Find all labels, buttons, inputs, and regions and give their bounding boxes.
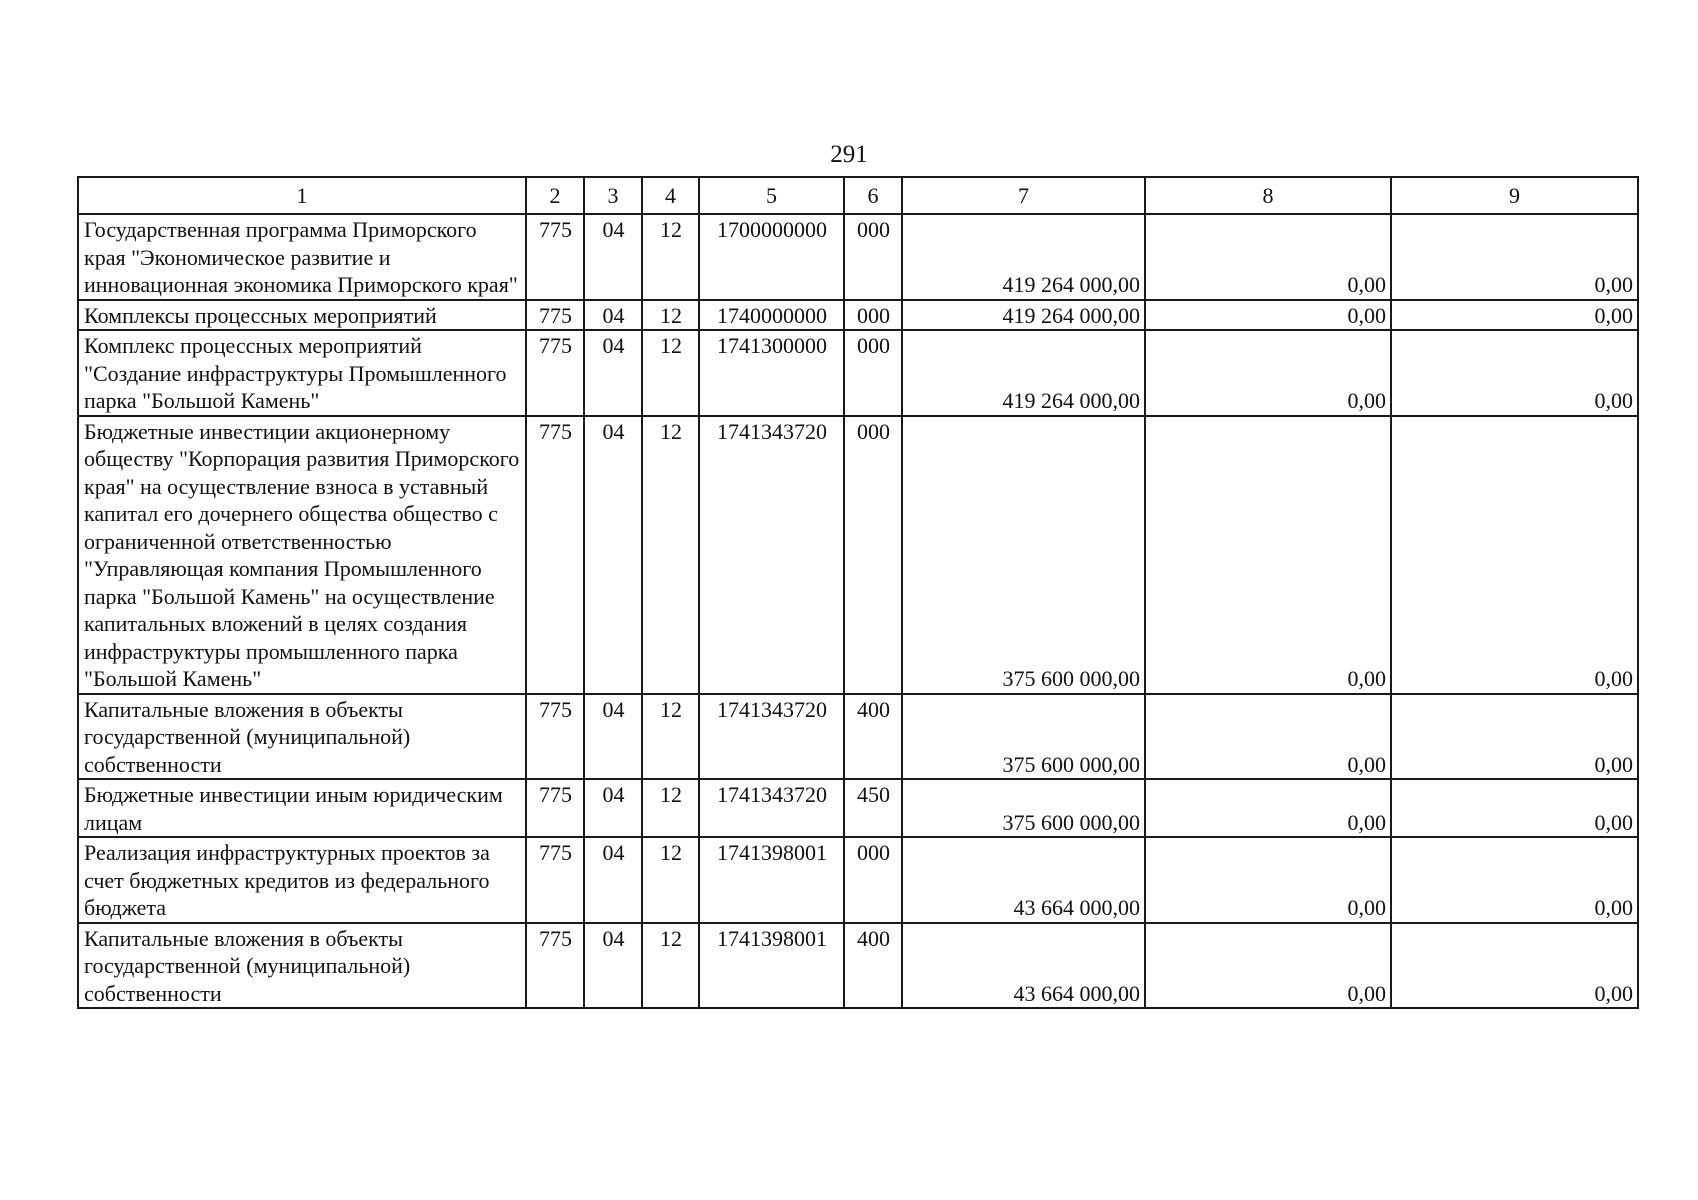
subsection-code: 12 bbox=[642, 694, 699, 780]
row-description: Капитальные вложения в объекты государственной (муниципальной) собственности bbox=[78, 923, 526, 1009]
amount-column-8: 0,00 bbox=[1145, 837, 1391, 923]
target-article-code: 1741398001 bbox=[699, 923, 844, 1009]
column-header-1: 1 bbox=[78, 177, 526, 214]
amount-column-8: 0,00 bbox=[1145, 694, 1391, 780]
section-code: 04 bbox=[584, 214, 642, 300]
header-row bbox=[78, 177, 1638, 214]
subsection-code: 12 bbox=[642, 300, 699, 331]
row-description: Бюджетные инвестиции акционерному обществу "Корпорация развития Приморского края" на осуществление взноса в уставный капитал его дочернего общества общество с ограниченной ответственностью "Управляющая компания Промышленного парка "Большой Камень" на осуществление капитальных вложений в целях создания инфраструктуры промышленного парка "Большой Камень" bbox=[78, 416, 526, 694]
column-header-9: 9 bbox=[1391, 177, 1638, 214]
target-article-code: 1741343720 bbox=[699, 779, 844, 837]
amount-column-7: 419 264 000,00 bbox=[902, 214, 1145, 300]
column-header-4: 4 bbox=[642, 177, 699, 214]
table-header bbox=[78, 177, 1638, 214]
ministry-code: 775 bbox=[526, 694, 584, 780]
ministry-code: 775 bbox=[526, 923, 584, 1009]
target-article-code: 1741300000 bbox=[699, 330, 844, 416]
column-header-5: 5 bbox=[699, 177, 844, 214]
page-number: 291 bbox=[830, 141, 868, 168]
target-article-code: 1741343720 bbox=[699, 416, 844, 694]
subsection-code: 12 bbox=[642, 923, 699, 1009]
amount-column-9: 0,00 bbox=[1391, 694, 1638, 780]
expense-type-code: 000 bbox=[844, 837, 902, 923]
target-article-code: 1700000000 bbox=[699, 214, 844, 300]
column-header-8: 8 bbox=[1145, 177, 1391, 214]
amount-column-8: 0,00 bbox=[1145, 300, 1391, 331]
amount-column-9: 0,00 bbox=[1391, 837, 1638, 923]
amount-column-9: 0,00 bbox=[1391, 416, 1638, 694]
column-header-2: 2 bbox=[526, 177, 584, 214]
subsection-code: 12 bbox=[642, 416, 699, 694]
section-code: 04 bbox=[584, 779, 642, 837]
column-header-3: 3 bbox=[584, 177, 642, 214]
row-description: Бюджетные инвестиции иным юридическим лицам bbox=[78, 779, 526, 837]
amount-column-9: 0,00 bbox=[1391, 214, 1638, 300]
table-row bbox=[78, 923, 1638, 1009]
expense-type-code: 000 bbox=[844, 300, 902, 331]
column-header-6: 6 bbox=[844, 177, 902, 214]
table-row bbox=[78, 416, 1638, 694]
ministry-code: 775 bbox=[526, 837, 584, 923]
table-row bbox=[78, 837, 1638, 923]
amount-column-7: 375 600 000,00 bbox=[902, 779, 1145, 837]
row-description: Комплекс процессных мероприятий "Создание инфраструктуры Промышленного парка "Большой Камень" bbox=[78, 330, 526, 416]
table-body bbox=[78, 214, 1638, 1008]
target-article-code: 1740000000 bbox=[699, 300, 844, 331]
row-description: Капитальные вложения в объекты государственной (муниципальной) собственности bbox=[78, 694, 526, 780]
section-code: 04 bbox=[584, 923, 642, 1009]
ministry-code: 775 bbox=[526, 300, 584, 331]
section-code: 04 bbox=[584, 330, 642, 416]
expense-type-code: 000 bbox=[844, 330, 902, 416]
table-row bbox=[78, 694, 1638, 780]
ministry-code: 775 bbox=[526, 779, 584, 837]
amount-column-7: 375 600 000,00 bbox=[902, 416, 1145, 694]
amount-column-9: 0,00 bbox=[1391, 923, 1638, 1009]
amount-column-7: 43 664 000,00 bbox=[902, 837, 1145, 923]
expense-type-code: 450 bbox=[844, 779, 902, 837]
table-row bbox=[78, 330, 1638, 416]
amount-column-7: 419 264 000,00 bbox=[902, 330, 1145, 416]
amount-column-8: 0,00 bbox=[1145, 923, 1391, 1009]
budget-table bbox=[77, 176, 1639, 1009]
table-row bbox=[78, 779, 1638, 837]
table-row bbox=[78, 214, 1638, 300]
expense-type-code: 400 bbox=[844, 694, 902, 780]
expense-type-code: 000 bbox=[844, 214, 902, 300]
section-code: 04 bbox=[584, 694, 642, 780]
column-header-7: 7 bbox=[902, 177, 1145, 214]
section-code: 04 bbox=[584, 416, 642, 694]
target-article-code: 1741343720 bbox=[699, 694, 844, 780]
amount-column-9: 0,00 bbox=[1391, 779, 1638, 837]
ministry-code: 775 bbox=[526, 330, 584, 416]
amount-column-7: 43 664 000,00 bbox=[902, 923, 1145, 1009]
amount-column-7: 375 600 000,00 bbox=[902, 694, 1145, 780]
amount-column-7: 419 264 000,00 bbox=[902, 300, 1145, 331]
amount-column-8: 0,00 bbox=[1145, 330, 1391, 416]
subsection-code: 12 bbox=[642, 214, 699, 300]
subsection-code: 12 bbox=[642, 837, 699, 923]
expense-type-code: 000 bbox=[844, 416, 902, 694]
amount-column-8: 0,00 bbox=[1145, 416, 1391, 694]
amount-column-9: 0,00 bbox=[1391, 330, 1638, 416]
target-article-code: 1741398001 bbox=[699, 837, 844, 923]
row-description: Комплексы процессных мероприятий bbox=[78, 300, 526, 331]
subsection-code: 12 bbox=[642, 330, 699, 416]
amount-column-8: 0,00 bbox=[1145, 779, 1391, 837]
section-code: 04 bbox=[584, 837, 642, 923]
ministry-code: 775 bbox=[526, 214, 584, 300]
subsection-code: 12 bbox=[642, 779, 699, 837]
row-description: Реализация инфраструктурных проектов за счет бюджетных кредитов из федерального бюджета bbox=[78, 837, 526, 923]
amount-column-9: 0,00 bbox=[1391, 300, 1638, 331]
expense-type-code: 400 bbox=[844, 923, 902, 1009]
amount-column-8: 0,00 bbox=[1145, 214, 1391, 300]
row-description: Государственная программа Приморского края "Экономическое развитие и инновационная экономика Приморского края" bbox=[78, 214, 526, 300]
section-code: 04 bbox=[584, 300, 642, 331]
ministry-code: 775 bbox=[526, 416, 584, 694]
table-row bbox=[78, 300, 1638, 331]
